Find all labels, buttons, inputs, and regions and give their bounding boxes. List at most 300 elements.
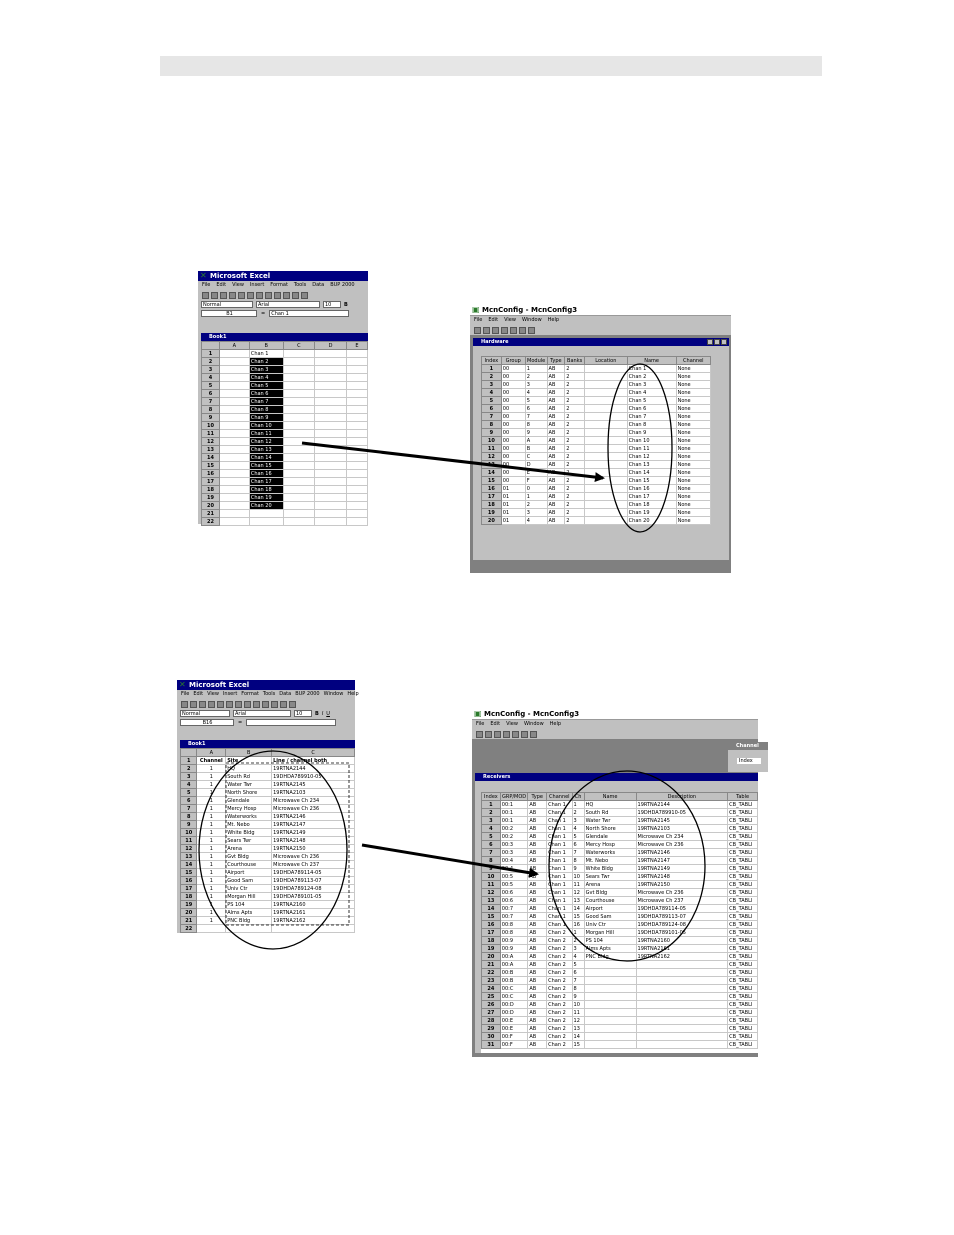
- grid-index-cell[interactable]: 25: [482, 993, 501, 1001]
- cell-b[interactable]: Chan 18: [249, 486, 283, 494]
- grid-cell[interactable]: 2: [565, 381, 585, 389]
- grid-index-cell[interactable]: 22: [482, 969, 501, 977]
- cell[interactable]: 1: [197, 877, 226, 885]
- cell[interactable]: 19RTNA2145: [272, 781, 355, 789]
- grid-cell[interactable]: AB: [528, 801, 547, 809]
- cell[interactable]: South Rd: [226, 773, 272, 781]
- grid-index-cell[interactable]: 13: [482, 897, 501, 905]
- grid-cell[interactable]: None: [676, 501, 710, 509]
- cell[interactable]: North Shore: [226, 789, 272, 797]
- grid-cell[interactable]: 13: [572, 1025, 584, 1033]
- grid-cell[interactable]: PNC Bldg: [584, 953, 636, 961]
- cell[interactable]: Sears Twr: [226, 837, 272, 845]
- grid-cell[interactable]: 4: [572, 953, 584, 961]
- grid-index-cell[interactable]: 31: [482, 1041, 501, 1049]
- grid-cell[interactable]: CB_TABLI: [728, 945, 758, 953]
- grid-cell[interactable]: AB: [547, 461, 565, 469]
- grid-cell[interactable]: Chan 15: [627, 477, 676, 485]
- cell[interactable]: 19DHDA789124-08: [272, 885, 355, 893]
- grid-cell[interactable]: 00:B: [500, 969, 528, 977]
- grid-cell[interactable]: 2: [565, 429, 585, 437]
- cell[interactable]: 1: [197, 781, 226, 789]
- cell[interactable]: 1: [197, 773, 226, 781]
- grid-index-cell[interactable]: 24: [482, 985, 501, 993]
- grid-cell[interactable]: 2: [565, 493, 585, 501]
- grid-index-cell[interactable]: 10: [482, 873, 501, 881]
- cell[interactable]: PS 104: [226, 901, 272, 909]
- cell[interactable]: Microwave Ch 234: [272, 797, 355, 805]
- row-header[interactable]: 11: [202, 430, 220, 438]
- grid-cell[interactable]: Mt. Nebo: [584, 857, 636, 865]
- row-header[interactable]: 11: [181, 837, 197, 845]
- grid-cell[interactable]: AB: [528, 977, 547, 985]
- grid-cell[interactable]: 4: [525, 389, 547, 397]
- grid-cell[interactable]: CB_TABLI: [728, 873, 758, 881]
- grid-cell[interactable]: 00:A: [500, 961, 528, 969]
- grid-cell[interactable]: CB_TABLI: [728, 825, 758, 833]
- row-header[interactable]: 12: [181, 845, 197, 853]
- grid-cell[interactable]: CB_TABLI: [728, 985, 758, 993]
- grid-cell[interactable]: Airport: [584, 905, 636, 913]
- grid-column-header[interactable]: Ch: [572, 793, 584, 801]
- grid-cell[interactable]: Chan 1: [547, 905, 572, 913]
- grid-cell[interactable]: None: [676, 477, 710, 485]
- row-header[interactable]: 17: [181, 885, 197, 893]
- grid-index-cell[interactable]: 4: [482, 825, 501, 833]
- grid-cell[interactable]: AB: [547, 373, 565, 381]
- menu-item[interactable]: View: [207, 691, 219, 697]
- grid-column-header[interactable]: Module: [527, 357, 546, 364]
- grid-cell[interactable]: 8: [572, 985, 584, 993]
- menu-item[interactable]: View: [504, 317, 516, 323]
- cell-b[interactable]: Chan 12: [249, 438, 283, 446]
- grid-cell[interactable]: 00:2: [500, 825, 528, 833]
- grid-cell[interactable]: Microwave Ch 237: [636, 897, 728, 905]
- grid-cell[interactable]: 3: [525, 381, 547, 389]
- grid-cell[interactable]: 00:3: [500, 849, 528, 857]
- row-header[interactable]: 12: [202, 438, 220, 446]
- grid-index-cell[interactable]: 2: [482, 373, 502, 381]
- grid-cell[interactable]: None: [676, 365, 710, 373]
- column-header[interactable]: B: [249, 342, 283, 350]
- grid-cell[interactable]: CB_TABLI: [728, 1041, 758, 1049]
- cell[interactable]: 1: [197, 765, 226, 773]
- grid-column-header[interactable]: Index: [482, 357, 502, 365]
- grid-cell[interactable]: Chan 10: [627, 437, 676, 445]
- grid-index-cell[interactable]: 3: [482, 817, 501, 825]
- row-header[interactable]: 22: [181, 925, 197, 933]
- grid-cell[interactable]: Chan 1: [547, 889, 572, 897]
- grid-cell[interactable]: 2: [525, 373, 547, 381]
- cell-b[interactable]: Chan 7: [249, 398, 283, 406]
- grid-cell[interactable]: CB_TABLI: [728, 897, 758, 905]
- grid-cell[interactable]: 9: [572, 993, 584, 1001]
- grid-cell[interactable]: 00:1: [500, 809, 528, 817]
- grid-cell[interactable]: None: [676, 397, 710, 405]
- grid-cell[interactable]: Chan 16: [627, 485, 676, 493]
- grid-cell[interactable]: 00:5: [500, 881, 528, 889]
- grid-cell[interactable]: Chan 2: [547, 937, 572, 945]
- grid-column-header[interactable]: Description: [636, 793, 728, 801]
- cell[interactable]: Microwave Ch 236: [272, 853, 355, 861]
- row-header[interactable]: 9: [202, 414, 220, 422]
- menu-item[interactable]: Tools: [293, 282, 307, 288]
- grid-cell[interactable]: 01: [501, 501, 525, 509]
- grid-cell[interactable]: AB: [547, 501, 565, 509]
- grid-index-cell[interactable]: 17: [482, 493, 502, 501]
- grid-cell[interactable]: 00:7: [500, 913, 528, 921]
- grid-cell[interactable]: 00: [501, 421, 525, 429]
- grid-cell[interactable]: 01: [501, 485, 525, 493]
- grid-cell[interactable]: AB: [528, 945, 547, 953]
- grid-cell[interactable]: Chan 1: [547, 801, 572, 809]
- grid-cell[interactable]: Chan 1: [547, 865, 572, 873]
- grid-cell[interactable]: AB: [547, 509, 565, 517]
- grid-cell[interactable]: 00:1: [500, 817, 528, 825]
- menu-item[interactable]: File: [202, 282, 211, 288]
- grid-cell[interactable]: Chan 2: [547, 985, 572, 993]
- grid-cell[interactable]: 13: [572, 897, 584, 905]
- grid-index-cell[interactable]: 19: [482, 509, 502, 517]
- grid-cell[interactable]: 2: [572, 809, 584, 817]
- row-header[interactable]: 16: [202, 470, 220, 478]
- row-header[interactable]: 14: [202, 454, 220, 462]
- grid-cell[interactable]: 7: [572, 977, 584, 985]
- grid-cell[interactable]: CB_TABLI: [728, 1017, 758, 1025]
- grid-cell[interactable]: AB: [528, 873, 547, 881]
- grid-cell[interactable]: Chan 17: [627, 493, 676, 501]
- grid-cell[interactable]: 14: [572, 905, 584, 913]
- grid-cell[interactable]: 19RTNA2161: [636, 945, 728, 953]
- grid-index-cell[interactable]: 30: [482, 1033, 501, 1041]
- grid-cell[interactable]: 3: [572, 817, 584, 825]
- grid-cell[interactable]: 00:4: [500, 857, 528, 865]
- row-header[interactable]: 3: [181, 773, 197, 781]
- grid-cell[interactable]: None: [676, 373, 710, 381]
- grid-cell[interactable]: None: [676, 429, 710, 437]
- grid-cell[interactable]: Chan 2: [547, 1001, 572, 1009]
- grid-cell[interactable]: Mercy Hosp: [584, 841, 636, 849]
- grid-cell[interactable]: 6: [525, 405, 547, 413]
- grid-index-cell[interactable]: 2: [482, 809, 501, 817]
- grid-cell[interactable]: AB: [547, 429, 565, 437]
- row-header[interactable]: 18: [202, 486, 220, 494]
- row-header[interactable]: 19: [181, 901, 197, 909]
- grid-cell[interactable]: 01: [501, 493, 525, 501]
- grid-cell[interactable]: 2: [565, 445, 585, 453]
- grid-cell[interactable]: AB: [528, 849, 547, 857]
- grid-cell[interactable]: White Bldg: [584, 865, 636, 873]
- grid-cell[interactable]: Chan 1: [547, 913, 572, 921]
- grid-index-cell[interactable]: 20: [482, 953, 501, 961]
- grid-cell[interactable]: None: [676, 509, 710, 517]
- grid-cell[interactable]: B: [525, 445, 547, 453]
- grid-cell[interactable]: None: [676, 389, 710, 397]
- menu-item[interactable]: Edit: [216, 282, 227, 288]
- grid-cell[interactable]: Chan 1: [547, 921, 572, 929]
- grid-cell[interactable]: 2: [565, 365, 585, 373]
- menu-item[interactable]: Window: [521, 317, 542, 323]
- grid-column-header[interactable]: GRP/MOD: [501, 793, 527, 800]
- grid-cell[interactable]: 00:8: [500, 929, 528, 937]
- grid-cell[interactable]: 2: [565, 453, 585, 461]
- cell[interactable]: Gvt Bldg: [226, 853, 272, 861]
- grid-cell[interactable]: Chan 1: [547, 825, 572, 833]
- menu-item[interactable]: View: [232, 282, 244, 288]
- grid-cell[interactable]: CB_TABLI: [728, 849, 758, 857]
- grid-cell[interactable]: Chan 2: [547, 1009, 572, 1017]
- cell[interactable]: 19RTNA2160: [272, 901, 355, 909]
- grid-cell[interactable]: Chan 8: [627, 421, 676, 429]
- grid-cell[interactable]: 1: [525, 493, 547, 501]
- grid-cell[interactable]: Microwave Ch 236: [636, 889, 728, 897]
- menu-item[interactable]: Data: [279, 691, 292, 697]
- grid-cell[interactable]: 1: [525, 365, 547, 373]
- grid-cell[interactable]: 00:C: [500, 993, 528, 1001]
- grid-cell[interactable]: 2: [565, 509, 585, 517]
- grid-cell[interactable]: 19DHDA789124-08: [636, 921, 728, 929]
- grid-index-cell[interactable]: 27: [482, 1009, 501, 1017]
- cell[interactable]: PNC Bldg: [226, 917, 272, 925]
- cell-b[interactable]: Chan 2: [249, 358, 283, 366]
- menu-item[interactable]: Help: [547, 317, 560, 323]
- grid-cell[interactable]: Chan 19: [627, 509, 676, 517]
- grid-index-cell[interactable]: 11: [482, 445, 502, 453]
- name-box[interactable]: B1: [201, 310, 257, 317]
- grid-cell[interactable]: 16: [572, 921, 584, 929]
- grid-cell[interactable]: AB: [528, 969, 547, 977]
- grid-cell[interactable]: 00:9: [500, 937, 528, 945]
- row-header[interactable]: 22: [202, 518, 220, 526]
- grid-cell[interactable]: 9: [572, 865, 584, 873]
- grid-cell[interactable]: F: [525, 477, 547, 485]
- grid-cell[interactable]: AB: [528, 1001, 547, 1009]
- grid-cell[interactable]: 19DHDA789910-05: [636, 809, 728, 817]
- grid-cell[interactable]: None: [676, 453, 710, 461]
- cell-b[interactable]: Chan 16: [249, 470, 283, 478]
- grid-cell[interactable]: AB: [528, 841, 547, 849]
- menu-item[interactable]: Edit: [488, 317, 499, 323]
- grid-cell[interactable]: 19RTNA2146: [636, 849, 728, 857]
- grid-cell[interactable]: None: [676, 461, 710, 469]
- cell[interactable]: 1: [197, 845, 226, 853]
- grid-cell[interactable]: 2: [565, 485, 585, 493]
- row-header[interactable]: 13: [202, 446, 220, 454]
- cell[interactable]: 1: [197, 821, 226, 829]
- cell[interactable]: 1: [197, 813, 226, 821]
- grid-cell[interactable]: AB: [528, 1033, 547, 1041]
- cell[interactable]: 1: [197, 861, 226, 869]
- grid-cell[interactable]: 00:8: [500, 921, 528, 929]
- grid-cell[interactable]: Chan 2: [547, 969, 572, 977]
- grid-cell[interactable]: CB_TABLI: [728, 937, 758, 945]
- grid-cell[interactable]: 00: [501, 445, 525, 453]
- grid-index-cell[interactable]: 16: [482, 485, 502, 493]
- menu-item[interactable]: Format: [241, 691, 259, 697]
- row-header[interactable]: 21: [202, 510, 220, 518]
- size-box[interactable]: 10: [294, 710, 312, 717]
- row-header[interactable]: 8: [181, 813, 197, 821]
- grid-cell[interactable]: 14: [572, 1033, 584, 1041]
- cell-b[interactable]: Chan 8: [249, 406, 283, 414]
- grid-index-cell[interactable]: 11: [482, 881, 501, 889]
- grid-cell[interactable]: AB: [547, 477, 565, 485]
- grid-cell[interactable]: 19RTNA2148: [636, 873, 728, 881]
- grid-cell[interactable]: AB: [528, 833, 547, 841]
- grid-cell[interactable]: AB: [547, 405, 565, 413]
- grid-cell[interactable]: AB: [528, 937, 547, 945]
- grid-index-cell[interactable]: 20: [482, 517, 502, 525]
- grid-cell[interactable]: 00: [501, 477, 525, 485]
- grid-cell[interactable]: Chan 2: [547, 1041, 572, 1049]
- grid-cell[interactable]: CB_TABLI: [728, 1025, 758, 1033]
- column-header[interactable]: A: [219, 342, 249, 350]
- menu-item[interactable]: File: [476, 721, 485, 727]
- grid-cell[interactable]: Chan 2: [547, 961, 572, 969]
- grid-cell[interactable]: 7: [572, 849, 584, 857]
- cell[interactable]: Water Twr: [226, 781, 272, 789]
- cell-b[interactable]: Chan 13: [249, 446, 283, 454]
- grid-column-header[interactable]: Name: [627, 357, 676, 365]
- grid-cell[interactable]: 1: [572, 801, 584, 809]
- grid-cell[interactable]: 2: [565, 413, 585, 421]
- menu-item[interactable]: Window: [323, 691, 344, 697]
- cell-b[interactable]: Chan 1: [249, 350, 283, 358]
- grid-cell[interactable]: AB: [547, 413, 565, 421]
- grid-cell[interactable]: Alms Apts: [584, 945, 636, 953]
- grid-cell[interactable]: 00:5: [500, 873, 528, 881]
- grid-cell[interactable]: 1: [572, 929, 584, 937]
- row-header[interactable]: 2: [181, 765, 197, 773]
- grid-cell[interactable]: Water Twr: [584, 817, 636, 825]
- grid-cell[interactable]: CB_TABLI: [728, 913, 758, 921]
- cell[interactable]: 1: [197, 797, 226, 805]
- grid-index-cell[interactable]: 1: [482, 801, 501, 809]
- row-header[interactable]: 9: [181, 821, 197, 829]
- cell-b[interactable]: Chan 17: [249, 478, 283, 486]
- grid-index-cell[interactable]: 8: [482, 857, 501, 865]
- row-header[interactable]: 1: [181, 757, 197, 765]
- style-box[interactable]: Normal: [180, 710, 230, 717]
- grid-cell[interactable]: Chan 1: [547, 857, 572, 865]
- grid-cell[interactable]: 00:2: [500, 833, 528, 841]
- size-box[interactable]: 10: [323, 301, 341, 308]
- grid-cell[interactable]: 4: [525, 517, 547, 525]
- cell-b[interactable]: Chan 4: [249, 374, 283, 382]
- grid-cell[interactable]: None: [676, 517, 710, 525]
- grid-cell[interactable]: AB: [528, 881, 547, 889]
- grid-cell[interactable]: 11: [572, 881, 584, 889]
- grid-cell[interactable]: Chan 1: [547, 833, 572, 841]
- grid-cell[interactable]: 10: [572, 1001, 584, 1009]
- cell[interactable]: 1: [197, 901, 226, 909]
- menu-item[interactable]: Help: [549, 721, 562, 727]
- cell[interactable]: Microwave Ch 237: [272, 861, 355, 869]
- grid-cell[interactable]: Chan 2: [547, 953, 572, 961]
- grid-cell[interactable]: PS 104: [584, 937, 636, 945]
- cell[interactable]: 1: [197, 909, 226, 917]
- menu-item[interactable]: Data: [312, 282, 325, 288]
- grid-cell[interactable]: 01: [501, 509, 525, 517]
- grid-cell[interactable]: Chan 2: [547, 945, 572, 953]
- grid-cell[interactable]: 00: [501, 405, 525, 413]
- row-header[interactable]: 8: [202, 406, 220, 414]
- row-header[interactable]: 5: [202, 382, 220, 390]
- grid-cell[interactable]: 00: [501, 413, 525, 421]
- grid-cell[interactable]: Chan 9: [627, 429, 676, 437]
- grid-cell[interactable]: CB_TABLI: [728, 921, 758, 929]
- cell[interactable]: 19RTNA2103: [272, 789, 355, 797]
- cell[interactable]: 1: [197, 789, 226, 797]
- grid-cell[interactable]: AB: [528, 961, 547, 969]
- grid-cell[interactable]: AB: [547, 437, 565, 445]
- cell[interactable]: 19RTNA2144: [272, 765, 355, 773]
- grid-index-cell[interactable]: 16: [482, 921, 501, 929]
- grid-cell[interactable]: 00: [501, 453, 525, 461]
- cell[interactable]: White Bldg: [226, 829, 272, 837]
- menu-item[interactable]: Insert: [249, 282, 265, 288]
- grid-cell[interactable]: 12: [572, 1017, 584, 1025]
- cell[interactable]: Courthouse: [226, 861, 272, 869]
- column-header[interactable]: B: [226, 749, 272, 757]
- grid-column-header[interactable]: Type: [547, 357, 565, 365]
- grid-cell[interactable]: Chan 11: [627, 445, 676, 453]
- grid-cell[interactable]: 19DHDA789101-05: [636, 929, 728, 937]
- grid-index-cell[interactable]: 6: [482, 405, 502, 413]
- row-header[interactable]: 15: [181, 869, 197, 877]
- cell[interactable]: 19RTNA2162: [272, 917, 355, 925]
- grid-cell[interactable]: Microwave Ch 236: [636, 841, 728, 849]
- grid-cell[interactable]: Chan 1: [547, 841, 572, 849]
- row-header[interactable]: 19: [202, 494, 220, 502]
- grid-index-cell[interactable]: 14: [482, 905, 501, 913]
- name-box[interactable]: B16: [180, 719, 234, 726]
- cell[interactable]: 1: [197, 893, 226, 901]
- grid-column-header[interactable]: Index: [482, 793, 501, 801]
- row-header[interactable]: 15: [202, 462, 220, 470]
- cell[interactable]: 19RTNA2146: [272, 813, 355, 821]
- cell[interactable]: 1: [197, 853, 226, 861]
- font-box[interactable]: Arial: [233, 710, 291, 717]
- grid-cell[interactable]: 00: [501, 397, 525, 405]
- cell-b[interactable]: Chan 15: [249, 462, 283, 470]
- row-header[interactable]: 6: [202, 390, 220, 398]
- grid-cell[interactable]: A: [525, 437, 547, 445]
- grid-cell[interactable]: AB: [547, 485, 565, 493]
- grid-cell[interactable]: CB_TABLI: [728, 1001, 758, 1009]
- grid-cell[interactable]: AB: [547, 381, 565, 389]
- grid-cell[interactable]: CB_TABLI: [728, 809, 758, 817]
- menu-item[interactable]: BUP 2000: [330, 282, 355, 288]
- grid-index-cell[interactable]: 17: [482, 929, 501, 937]
- grid-cell[interactable]: 00:6: [500, 889, 528, 897]
- grid-cell[interactable]: AB: [528, 913, 547, 921]
- grid-cell[interactable]: Morgan Hill: [584, 929, 636, 937]
- grid-cell[interactable]: Chan 1: [547, 817, 572, 825]
- cell[interactable]: HQ: [226, 765, 272, 773]
- menu-item[interactable]: Edit: [193, 691, 204, 697]
- grid-cell[interactable]: 2: [525, 501, 547, 509]
- row-header[interactable]: 17: [202, 478, 220, 486]
- grid-cell[interactable]: Univ Ctr: [584, 921, 636, 929]
- grid-cell[interactable]: AB: [528, 809, 547, 817]
- grid-cell[interactable]: North Shore: [584, 825, 636, 833]
- grid-cell[interactable]: Chan 1: [547, 873, 572, 881]
- grid-cell[interactable]: Glendale: [584, 833, 636, 841]
- grid-index-cell[interactable]: 15: [482, 913, 501, 921]
- grid-column-header[interactable]: Table: [728, 793, 758, 801]
- grid-cell[interactable]: None: [676, 413, 710, 421]
